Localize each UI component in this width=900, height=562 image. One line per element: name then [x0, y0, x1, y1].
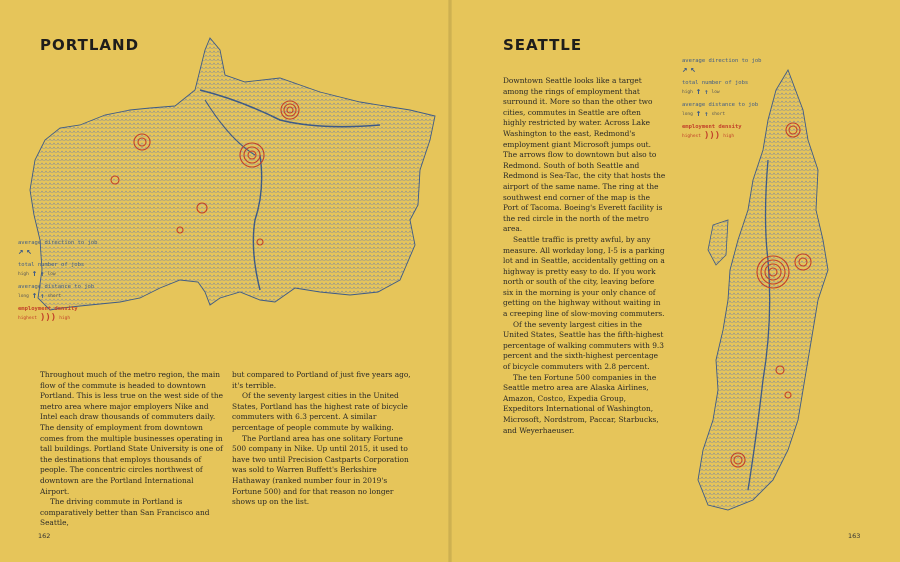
legend-density-scale: [18, 312, 97, 324]
paragraph: but compared to Portland of just five years ago, it's terrible.: [232, 370, 411, 390]
legend-distance-label: average distance to job: [18, 284, 95, 290]
legend-jobs-label: total number of jobs: [18, 262, 85, 268]
legend-direction-label: average direction to job: [682, 58, 762, 64]
arrow-up-right-icon: ↗: [18, 247, 24, 257]
paragraph: The driving commute in Portland is comparatively better than San Francisco and Seattle,: [40, 497, 210, 528]
legend-density-highest: highest: [682, 133, 701, 139]
page-title-seattle: SEATTLE: [503, 36, 583, 54]
arrow-up-icon: ↑: [31, 269, 38, 279]
portland-text-column-1: [40, 370, 225, 529]
arrow-up-left-icon: ↖: [26, 247, 32, 257]
legend-jobs-high: high: [682, 89, 693, 95]
density-rings-icon: ))): [703, 131, 721, 141]
legend-jobs-low: low: [47, 271, 56, 277]
legend-density-label: employment density: [18, 306, 78, 312]
arrow-up-right-icon: ↗: [682, 65, 688, 75]
paragraph: Seattle traffic is pretty awful, by any measure. All workday long, I-5 is a parking lot and in Seattle, accidentally getting on a highway is pretty easy to do. If you work north or south of the city, leaving before six in the morning is your only chance of getting on the highway without waiting in a creeping line of slow-moving commuters.: [503, 234, 665, 319]
arrow-up-small-icon: ↑: [40, 270, 45, 278]
portland-legend: [18, 236, 97, 324]
paragraph: Throughout much of the metro region, the main flow of the commute is headed to downtown Portland. This is less true on the west side of the metro area where major employers Nike and Intel each draw thousands of commuters daily. The density of employment from downtown comes from the multiple businesses operating in tall buildings. Portland State University is one of the destinations that employs thousands of people. The concentric circles northwest of downtown are the Portland International Airport.: [40, 370, 224, 496]
legend-jobs-high: high: [18, 271, 29, 277]
paragraph: Downtown Seattle looks like a target among the rings of employment that surround it. More so than the other two cities, commutes in Seattle are often highly restricted by water. Across Lake Washington to the east, Redmond's employment giant Microsoft jumps out. The arrows flow to downtown but also to Redmond. South of both Seattle and Redmond is Sea-Tac, the city that hosts the airport of the same name. The ring at the southwest end corner of the map is the Port of Tacoma. Boeing's Everett facility is the red circle in the north of the metro area.: [503, 76, 666, 234]
legend-distance-long: long: [682, 111, 693, 117]
legend-jobs-label: total number of jobs: [682, 80, 749, 86]
seattle-text-column: [503, 76, 666, 436]
paragraph: Of the seventy largest cities in the United States, Portland has the highest rate of bicycle commuters with 6.3 percent. A similar percentage of people commute by walking.: [232, 391, 408, 432]
legend-density-label: employment density: [682, 124, 742, 130]
legend-distance-label: average distance to job: [682, 102, 759, 108]
right-page: [450, 0, 900, 562]
arrow-up-long-icon: ↑: [31, 291, 38, 301]
paragraph: Of the seventy largest cities in the United States, Seattle has the fifth-highest percentage of walking commuters with 9.3 percent and the sixth-highest percentage of bicycle commuters with 2.8 percent.: [503, 319, 664, 372]
portland-text-column-2: [232, 370, 412, 508]
legend-distance-scale: [18, 290, 97, 302]
density-rings-icon: ))): [39, 313, 57, 323]
paragraph: The Portland area has one solitary Fortune 500 company in Nike. Up until 2015, it used to have two until Precision Castparts Corporation was sold to Warren Buffett's Berkshire Hathaway (ranked number four in 2019's Fortune 500) and for that reason no longer shows up on the list.: [232, 433, 409, 507]
page-title-portland: PORTLAND: [40, 36, 140, 54]
legend-distance-short: short: [47, 293, 62, 299]
paragraph: The ten Fortune 500 companies in the Seattle metro area are Alaska Airlines, Amazon, Costco, Expedia Group, Expeditors International of Washington, Microsoft, Nordstrom, Paccar, Starbucks, and Weyerhaeuser.: [503, 372, 659, 435]
legend-jobs-scale: [18, 268, 97, 280]
arrow-up-icon: ↑: [695, 87, 702, 97]
legend-distance-long: long: [18, 293, 29, 299]
page-number: 162: [38, 532, 51, 540]
page-number: 163: [848, 532, 861, 540]
legend-distance-short: short: [711, 111, 726, 117]
seattle-commute-map: [668, 40, 848, 520]
arrow-up-small-icon: ↑: [704, 88, 709, 96]
legend-density-highest: highest: [18, 315, 37, 321]
legend-direction-label: average direction to job: [18, 240, 98, 246]
legend-density-high: high: [59, 315, 71, 321]
arrow-up-left-icon: ↖: [690, 65, 696, 75]
legend-density-high: high: [723, 133, 735, 139]
arrow-up-short-icon: ↑: [40, 292, 45, 300]
legend-jobs-low: low: [711, 89, 720, 95]
arrow-up-long-icon: ↑: [695, 109, 702, 119]
legend-direction-arrows: [18, 246, 97, 258]
arrow-up-short-icon: ↑: [704, 110, 709, 118]
